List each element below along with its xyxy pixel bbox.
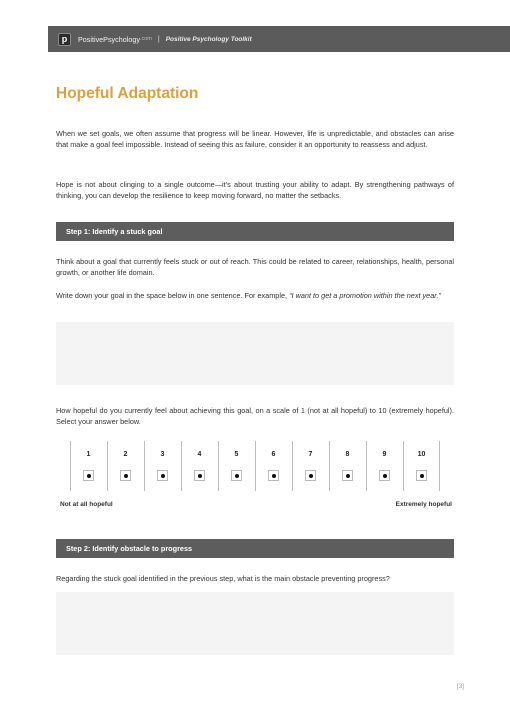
radio-button[interactable] (379, 470, 390, 481)
header-separator: | (157, 35, 160, 43)
radio-button[interactable] (268, 470, 279, 481)
scale-question: How hopeful do you currently feel about achieving this goal, on a scale of 1 (not at all hopeful) to 10 (extremely hopeful). Select your answer below. (56, 406, 454, 427)
radio-button[interactable] (305, 470, 316, 481)
scale-low-label: Not at all hopeful (60, 501, 113, 508)
page-title: Hopeful Adaptation (56, 85, 199, 102)
scale-option-7[interactable]: 7 (292, 441, 329, 491)
scale-option-5[interactable]: 5 (218, 441, 255, 491)
scale-option-6[interactable]: 6 (255, 441, 292, 491)
radio-dot-icon (309, 474, 313, 478)
radio-dot-icon (124, 474, 128, 478)
step1-paragraph-2: Write down your goal in the space below in one sentence. For example, “I want to get a promotion within the next year.” (56, 291, 441, 300)
hope-scale (70, 441, 440, 491)
step1-paragraph-1: Think about a goal that currently feels stuck or out of reach. This could be related to career, relationships, health, personal growth, or another life domain. (56, 257, 454, 278)
scale-option-10[interactable]: 10 (403, 441, 440, 491)
radio-button[interactable] (342, 470, 353, 481)
radio-dot-icon (346, 474, 350, 478)
scale-high-label: Extremely hopeful (395, 501, 452, 508)
scale-option-9[interactable]: 9 (366, 441, 403, 491)
header-bar (48, 26, 510, 52)
goal-example: “I want to get a promotion within the next year.” (289, 291, 441, 300)
radio-dot-icon (87, 474, 91, 478)
scale-option-2[interactable]: 2 (107, 441, 144, 491)
intro-paragraph-2: Hope is not about clinging to a single outcome—it’s about trusting your ability to adapt. By strengthening pathways of thinking, you can develop the resilience to keep moving forward, no matter the setbacks. (56, 180, 454, 201)
step2-heading: Step 2: Identify obstacle to progress (56, 539, 454, 558)
page-number: [3] (456, 683, 464, 690)
step1-heading: Step 1: Identify a stuck goal (56, 222, 454, 241)
radio-dot-icon (272, 474, 276, 478)
radio-button[interactable] (231, 470, 242, 481)
step2-question: Regarding the stuck goal identified in the previous step, what is the main obstacle preventing progress? (56, 574, 390, 583)
radio-dot-icon (420, 474, 424, 478)
logo-icon: p (58, 33, 71, 46)
scale-option-8[interactable]: 8 (329, 441, 366, 491)
radio-dot-icon (235, 474, 239, 478)
scale-option-1[interactable]: 1 (70, 441, 107, 491)
radio-button[interactable] (194, 470, 205, 481)
radio-dot-icon (198, 474, 202, 478)
radio-button[interactable] (120, 470, 131, 481)
scale-option-4[interactable]: 4 (181, 441, 218, 491)
radio-dot-icon (383, 474, 387, 478)
radio-button[interactable] (416, 470, 427, 481)
goal-answer-box[interactable] (56, 322, 454, 385)
radio-button[interactable] (157, 470, 168, 481)
radio-button[interactable] (83, 470, 94, 481)
scale-option-3[interactable]: 3 (144, 441, 181, 491)
obstacle-answer-box[interactable] (56, 592, 454, 655)
intro-paragraph-1: When we set goals, we often assume that progress will be linear. However, life is unpredictable, and obstacles can arise that make a goal feel impossible. Instead of seeing this as failure, consider it an opportunity to reassess and adjust. (56, 129, 454, 150)
brand-suffix: .com (139, 36, 152, 42)
radio-dot-icon (161, 474, 165, 478)
scale-divider (439, 441, 440, 491)
toolkit-label: Positive Psychology Toolkit (165, 35, 252, 43)
brand-name: PositivePsychology (78, 34, 140, 44)
